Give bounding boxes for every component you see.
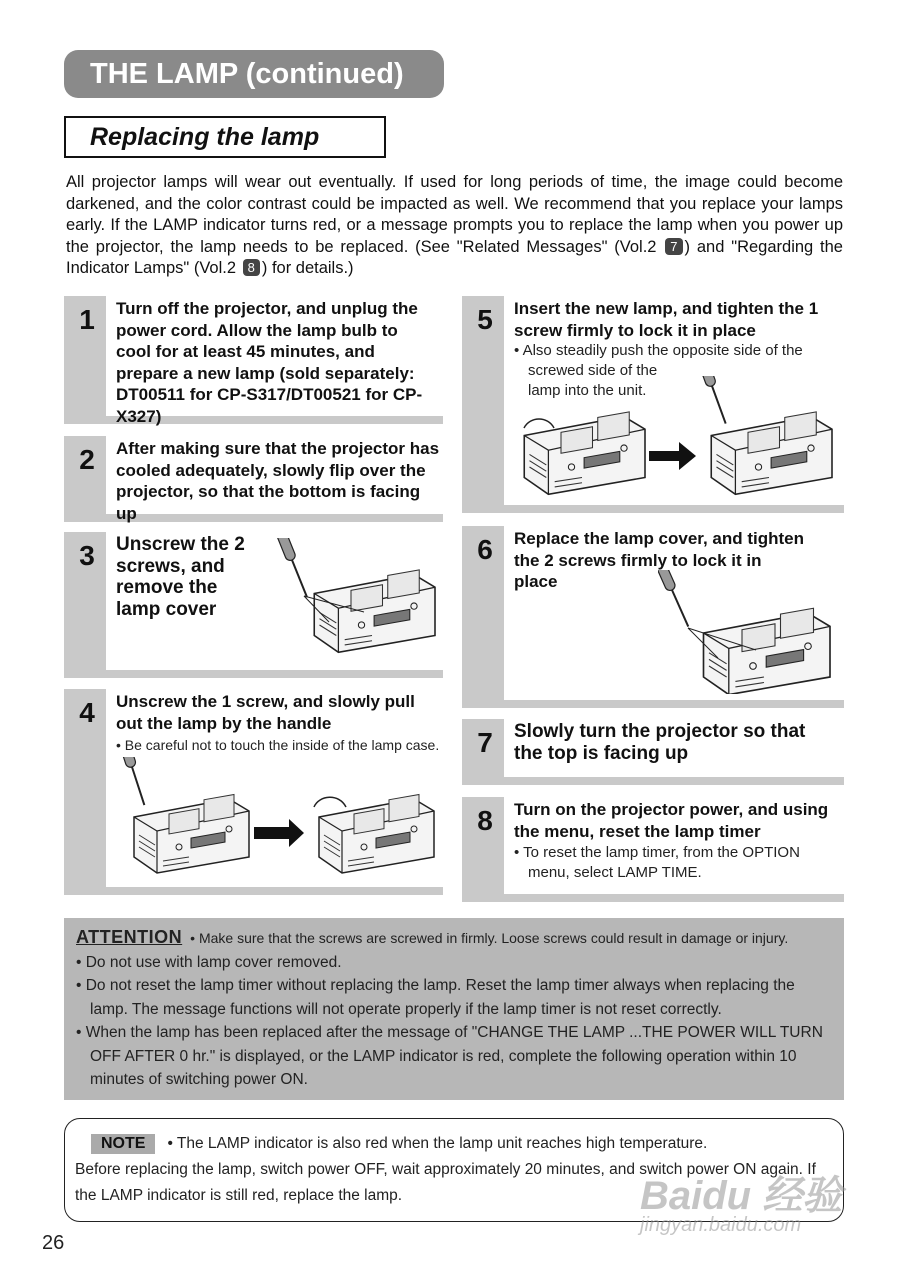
page-title: THE LAMP (continued) xyxy=(64,50,444,98)
note-text: Before replacing the lamp, switch power OFF, wait approximately 20 minutes, and switch power ON again. If the LAMP indicator is still red, replace the lamp. xyxy=(75,1161,816,1204)
page-number: 26 xyxy=(42,1232,65,1254)
step-3 xyxy=(64,532,443,678)
intro-text-3: ) for details.) xyxy=(261,259,354,277)
lamp-removal-illustration xyxy=(114,757,444,882)
step-1 xyxy=(64,296,443,424)
baidu-watermark-logo: Baidu 经验 xyxy=(640,1174,843,1218)
intro-paragraph xyxy=(66,172,843,280)
baidu-watermark-url: jingyan.baidu.com xyxy=(640,1214,802,1236)
page-ref-badge: 8 xyxy=(243,259,260,276)
step-7 xyxy=(462,719,844,785)
step-6 xyxy=(462,526,844,708)
step-heading: After making sure that the projector has cooled adequately, slowly flip over the projector, so that the bottom is facing up xyxy=(116,439,440,523)
step-heading: Turn off the projector, and unplug the power cord. Allow the lamp bulb to cool for at least 45 minutes, and prepare a new lamp (sold separately: DT00511 for CP-S317/DT00521 for CP-X327) xyxy=(116,299,423,426)
step-heading: Turn on the projector power, and using the menu, reset the lamp timer xyxy=(514,800,829,841)
attention-item: • Do not use with lamp cover removed. xyxy=(76,953,342,971)
step-bullet: • Also steadily push the opposite side of the screwed side of the lamp into the unit. xyxy=(514,342,803,399)
attention-label: ATTENTION xyxy=(76,927,183,947)
step-4 xyxy=(64,689,443,895)
section-subtitle: Replacing the lamp xyxy=(64,116,386,158)
intro-text-2: ) and "Regarding the Indicator Lamps" (Vol.2 xyxy=(66,237,843,277)
step-number: 3 xyxy=(79,540,95,571)
step-bullet: • Be careful not to touch the inside of the lamp case. xyxy=(116,737,440,753)
cover-replace-illustration xyxy=(658,570,838,694)
step-2 xyxy=(64,436,443,522)
step-bullet: • To reset the lamp timer, from the OPTION menu, select LAMP TIME. xyxy=(514,844,800,881)
step-heading: Slowly turn the projector so that the top is facing up xyxy=(514,721,806,764)
projector-illustration xyxy=(274,538,439,658)
step-heading: Unscrew the 1 screw, and slowly pull out the lamp by the handle xyxy=(116,692,415,733)
step-number: 2 xyxy=(79,444,95,475)
step-number: 8 xyxy=(477,805,493,836)
lamp-insert-illustration xyxy=(514,376,844,496)
step-number: 1 xyxy=(79,304,95,335)
step-heading: Unscrew the 2 screws, and remove the lamp cover xyxy=(116,534,245,620)
attention-item: • When the lamp has been replaced after the message of "CHANGE THE LAMP ...THE POWER WILL TURN OFF AFTER 0 hr." is displayed, or the LAMP indicator is red, complete the following operation within 10 minutes of switching power ON. xyxy=(76,1024,823,1088)
step-number: 4 xyxy=(79,697,95,728)
attention-item: • Do not reset the lamp timer without replacing the lamp. Reset the lamp timer always when replacing the lamp. The message functions will not operate properly if the lamp timer is not reset correctly. xyxy=(76,977,795,1018)
step-heading: Insert the new lamp, and tighten the 1 screw firmly to lock it in place xyxy=(514,299,819,340)
step-8 xyxy=(462,797,844,902)
step-5 xyxy=(462,296,844,513)
step-heading: Replace the lamp cover, and tighten the 2 screws firmly to lock it in place xyxy=(514,529,805,591)
intro-text-1: All projector lamps will wear out eventually. If used for long periods of time, the image could become darkened, and the color contrast could be impacted as well. We recommend that you replace your lamps early. If the LAMP indicator turns red, or a message prompts you to replace the lamp when you power up the projector, the lamp needs to be replaced. (See "Related Messages" (Vol.2 xyxy=(66,173,843,256)
page-ref-badge: 7 xyxy=(665,238,682,255)
attention-item: • Make sure that the screws are screwed in firmly. Loose screws could result in damage or injury. xyxy=(190,930,789,946)
note-label: NOTE xyxy=(91,1134,155,1154)
note-text: • The LAMP indicator is also red when the lamp unit reaches high temperature. xyxy=(167,1135,708,1152)
step-number: 5 xyxy=(477,304,493,335)
attention-box xyxy=(64,918,844,1100)
step-number: 7 xyxy=(477,727,493,758)
step-number: 6 xyxy=(477,534,493,565)
